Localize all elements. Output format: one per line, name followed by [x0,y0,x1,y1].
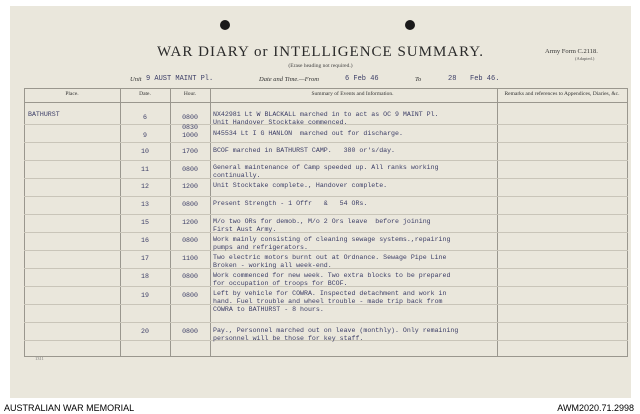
row-rule [24,322,628,323]
date-cell: 10 [141,148,149,155]
date-cell: 18 [141,273,149,280]
column-rule [627,89,628,356]
column-header-summary: Summary of Events and Information. [311,91,394,97]
table-bottom-rule [24,356,628,357]
column-rule [210,89,211,356]
to-day-value: 28 [448,75,457,83]
unit-label: Unit [130,76,142,83]
hour-cell: 1200 [182,183,198,190]
diary-entry: N45534 Lt I G HANLON marched out for discharge. [213,130,403,137]
punch-hole [220,20,230,30]
archive-credit: AUSTRALIAN WAR MEMORIAL [4,403,135,413]
diary-entry: Unit Stocktake complete., Handover complete. [213,182,388,189]
column-header-place: Place. [65,91,79,97]
hour-cell: 1100 [182,255,198,262]
date-cell: 13 [141,201,149,208]
hour-cell: 1000 [182,132,198,139]
from-date-value: 6 Feb 46 [345,75,379,83]
diary-entry: Two electric motors burnt out at Ordnance. Sewage Pipe Line Broken - working all week-end. [213,254,447,270]
to-month-value: Feb 46. [470,75,500,83]
diary-entry: Work mainly consisting of cleaning sewage systems.,repairing pumps and refrigerators. [213,236,451,252]
hour-cell: 0800 [182,114,198,121]
date-cell: 19 [141,292,149,299]
archive-reference: AWM2020.71.2998 [557,403,634,413]
hour-cell: 0800 [182,166,198,173]
row-rule [24,160,628,161]
diary-entry: Pay., Personnel marched out on leave (monthly). Only remaining personnel will be those for key staff. [213,327,459,343]
column-header-date: Date. [139,91,151,97]
form-title: WAR DIARY or INTELLIGENCE SUMMARY. [157,44,484,60]
header-rule [24,102,628,103]
date-cell: 6 [143,114,147,121]
column-header-remarks: Remarks and references to Appendices, Diaries, &c. [504,91,620,97]
punch-hole [405,20,415,30]
to-label: To [415,76,422,83]
row-rule [24,196,628,197]
column-rule [24,89,25,356]
hour-cell: 1200 [182,219,198,226]
form-subtitle: (Erase heading not required.) [288,63,353,69]
column-rule [497,89,498,356]
date-cell: 9 [143,132,147,139]
form-number: Army Form C.2118. [545,48,598,55]
page-number-mark: 1311 [35,356,44,361]
diary-page [10,6,631,398]
date-cell: 15 [141,219,149,226]
diary-entry: NX42981 Lt W BLACKALL marched in to act as OC 9 MAINT Pl. Unit Handover Stocktake commenced. [213,111,439,127]
hour-cell: 0800 [182,273,198,280]
row-rule [24,142,628,143]
date-time-label: Date and Time.—From [259,76,319,83]
row-rule [24,214,628,215]
diary-entry: M/o two ORs for demob., M/o 2 Ors leave before joining First Aust Army. [213,218,431,234]
diary-entry: BCOF marched in BATHURST CAMP. 380 or's/day. [213,147,396,154]
diary-entry: Work commenced for new week. Two extra blocks to be prepared for occupation of troops for BCOF. [213,272,451,288]
date-cell: 11 [141,166,149,173]
date-cell: 12 [141,183,149,190]
table-top-rule [24,88,628,89]
diary-entry: Left by vehicle for COWRA. Inspected detachment and work in hand. Fuel trouble and wheel trouble - made trip back from COWRA to BATHURST - 8 hours. [213,290,447,314]
diary-entry: General maintenance of Camp speeded up. All ranks working continually. [213,164,439,180]
date-cell: 20 [141,328,149,335]
hour-cell: 1700 [182,148,198,155]
hour-cell: 0830 [182,124,198,131]
date-cell: 17 [141,255,149,262]
date-cell: 16 [141,237,149,244]
form-adapted-note: (Adapted.) [575,56,595,61]
hour-cell: 0800 [182,328,198,335]
place-cell: BATHURST [28,111,60,118]
hour-cell: 0800 [182,201,198,208]
hour-cell: 0800 [182,292,198,299]
hour-cell: 0800 [182,237,198,244]
diary-entry: Present Strength - 1 Offr & 54 ORs. [213,200,368,207]
column-header-hour: Hour. [183,91,197,97]
unit-value: 9 AUST MAINT Pl. [146,75,214,83]
